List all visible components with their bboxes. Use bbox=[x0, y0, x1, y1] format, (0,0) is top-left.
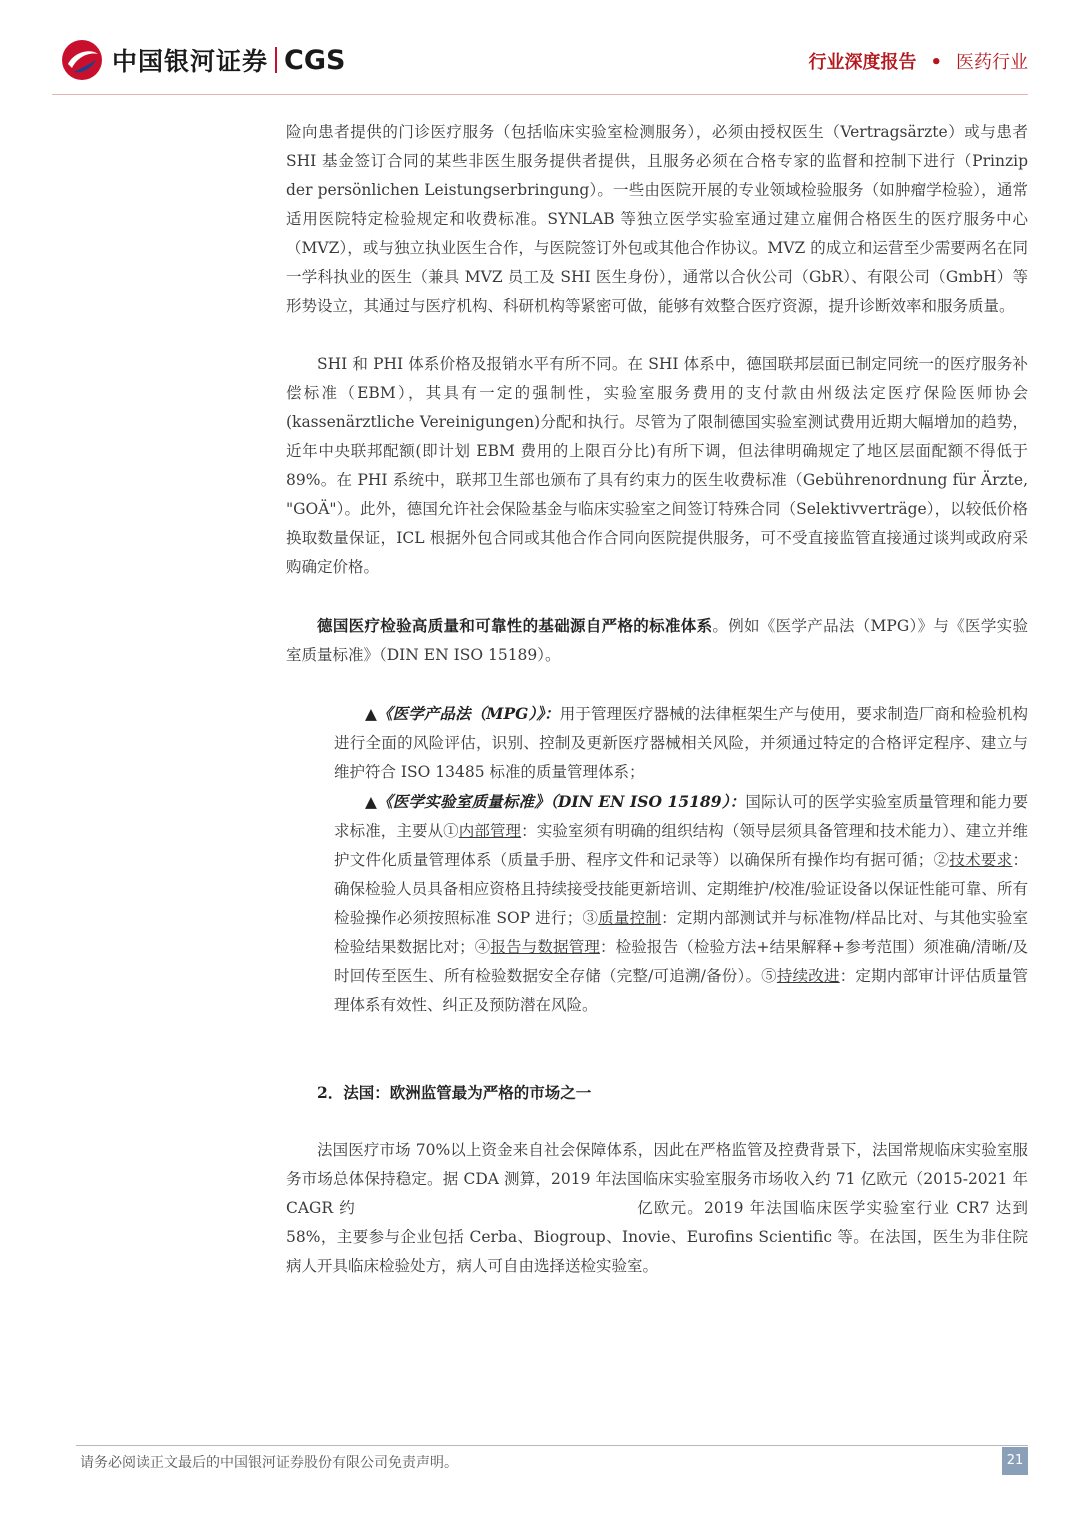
header-dot: • bbox=[930, 52, 942, 73]
bullet-iso-text: ：实验室须有明确的组织结构（领导层须具备管理和技术能力）、建立并维护文件化质量管理体系（质量手册、程序文件和记录等）以确保所有操作均有据可循；② bbox=[334, 822, 1028, 869]
document-body bbox=[286, 118, 1028, 1281]
bullet-iso15189 bbox=[334, 787, 1028, 1020]
paragraph-shi-phi: SHI 和 PHI 体系价格及报销水平有所不同。在 SHI 体系中，德国联邦层面已制定同统一的医疗服务补偿标准（EBM），其具有一定的强制性，实验室服务费用的支付款由州级法定医疗保险医师协会(kassenärztliche Vereinigungen)分配和执行。尽管为了限制德国实验室测试费用近期大幅增加的趋势，近年中央联邦配额(即计划 EBM 费用的上限百分比)有所下调，但法律明确规定了地区层面配额不得低于 89%。在 PHI 系统中，联邦卫生部也颁布了具有约束力的医生收费标准（Gebührenordnung für Ärzte, "GOÄ"）。此外，德国允许社会保险基金与临床实验室之间签订特殊合同（Selektivverträge），以较低价格换取数量保证，ICL 根据外包合同或其他合作合同向医院提供服务，可不受直接监管直接通过谈判或政府采购确定价格。 bbox=[286, 355, 1028, 576]
footer-disclaimer: 请务必阅读正文最后的中国银河证券股份有限公司免责声明。 bbox=[80, 1455, 458, 1471]
bullet-mpg-text: 用于管理医疗器械的法律框架生产与使用，要求制造厂商和检验机构进行全面的风险评估，识别、控制及更新医疗器械相关风险，并须通过特定的合格评定程序、建立与维护符合 ISO 13485 标准的质量管理体系； bbox=[334, 705, 1028, 781]
logo-cn-text: 中国银河证券 bbox=[112, 47, 269, 76]
header-divider bbox=[52, 94, 1028, 95]
paragraph-standards bbox=[286, 611, 1028, 670]
standards-rest: 。例如《医学产品法（MPG）》与《医学实验室质量标准》（DIN EN ISO 15189）。 bbox=[286, 617, 1028, 664]
logo-divider bbox=[275, 47, 277, 73]
term-quality-control: 质量控制 bbox=[598, 909, 662, 927]
page-number: 21 bbox=[1002, 1447, 1028, 1475]
bullet-mpg bbox=[334, 699, 1028, 787]
term-technical-requirements: 技术要求 bbox=[949, 851, 1013, 869]
bullet-iso-text: 国际认可的医学实验室质量管理和能力要求标准，主要从① bbox=[334, 793, 1028, 840]
term-continuous-improvement: 持续改进 bbox=[776, 967, 840, 985]
bullet-iso-title: ▲《医学实验室质量标准》（DIN EN ISO 15189）： bbox=[365, 792, 746, 811]
standards-lead: 德国医疗检验高质量和可靠性的基础源自严格的标准体系 bbox=[317, 616, 713, 635]
paragraph-france bbox=[286, 1136, 1028, 1281]
bullet-iso-text: ：确保检验人员具备相应资格且持续接受技能更新培训、定期维护/校准/验证设备以保证性能可靠、所有检验操作必须按照标准 SOP 进行；③ bbox=[334, 851, 1028, 927]
term-report-data-management: 报告与数据管理 bbox=[490, 938, 600, 956]
report-category bbox=[808, 48, 1028, 74]
paragraph-mvz: 险向患者提供的门诊医疗服务（包括临床实验室检测服务），必须由授权医生（Vertragsärzte）或与患者 SHI 基金签订合同的某些非医生服务提供者提供，且服务必须在合格专家的监督和控制下进行（Prinzip der persönlichen Leistungserbringung）。一些由医院开展的专业领域检验服务（如肿瘤学检验），通常适用医院特定检验规定和收费标准。SYNLAB 等独立医学实验室通过建立雇佣合格医生的医疗服务中心（MVZ），或与独立执业医生合作，与医院签订外包或其他合作协议。MVZ 的成立和运营至少需要两名在同一学科执业的医生（兼具 MVZ 员工及 SHI 医生身份），通常以合伙公司（GbR）、有限公司（GmbH）等形势设立，其通过与医疗机构、科研机构等紧密可做，能够有效整合医疗资源，提升诊断效率和服务质量。 bbox=[286, 123, 1028, 315]
industry-label: 医药行业 bbox=[956, 52, 1028, 73]
company-logo bbox=[60, 38, 345, 82]
bullet-mpg-title: ▲《医学产品法（MPG）》： bbox=[365, 704, 560, 723]
page-header bbox=[0, 0, 1080, 100]
section-title-france: 2．法国：欧洲监管最为严格的市场之一 bbox=[317, 1083, 592, 1102]
cgs-logo-icon bbox=[60, 38, 104, 82]
france-text: 亿欧元。2019 年法国临床医学实验室行业 CR7 达到 58%，主要参与企业包括 Cerba、Biogroup、Inovie、Eurofins Scientific 等。在法国，医生为非住院病人开具临床检验处方，病人可自由选择送检实验室。 bbox=[286, 1199, 1028, 1275]
term-internal-management: 内部管理 bbox=[458, 822, 522, 840]
bullet-iso-text: ：定期内部测试并与标准物/样品比对、与其他实验室检验结果数据比对；④ bbox=[334, 909, 1028, 956]
bullet-iso-text: ：定期内部审计评估质量管理体系有效性、纠正及预防潜在风险。 bbox=[334, 967, 1028, 1014]
bullet-iso-text: ：检验报告（检验方法+结果解释+参考范围）须准确/清晰/及时回传至医生、所有检验数据安全存储（完整/可追溯/备份）。⑤ bbox=[334, 938, 1028, 985]
footer-divider bbox=[76, 1445, 1028, 1446]
france-text: 法国医疗市场 70%以上资金来自社会保障体系，因此在严格监管及控费背景下，法国常规临床实验室服务市场总体保持稳定。据 CDA 测算，2019 年法国临床实验室服务市场收入约 71 亿欧元（2015-2021 年 CAGR 约 bbox=[286, 1141, 1028, 1217]
logo-en-text: CGS bbox=[284, 44, 346, 76]
report-type: 行业深度报告 bbox=[808, 52, 917, 73]
